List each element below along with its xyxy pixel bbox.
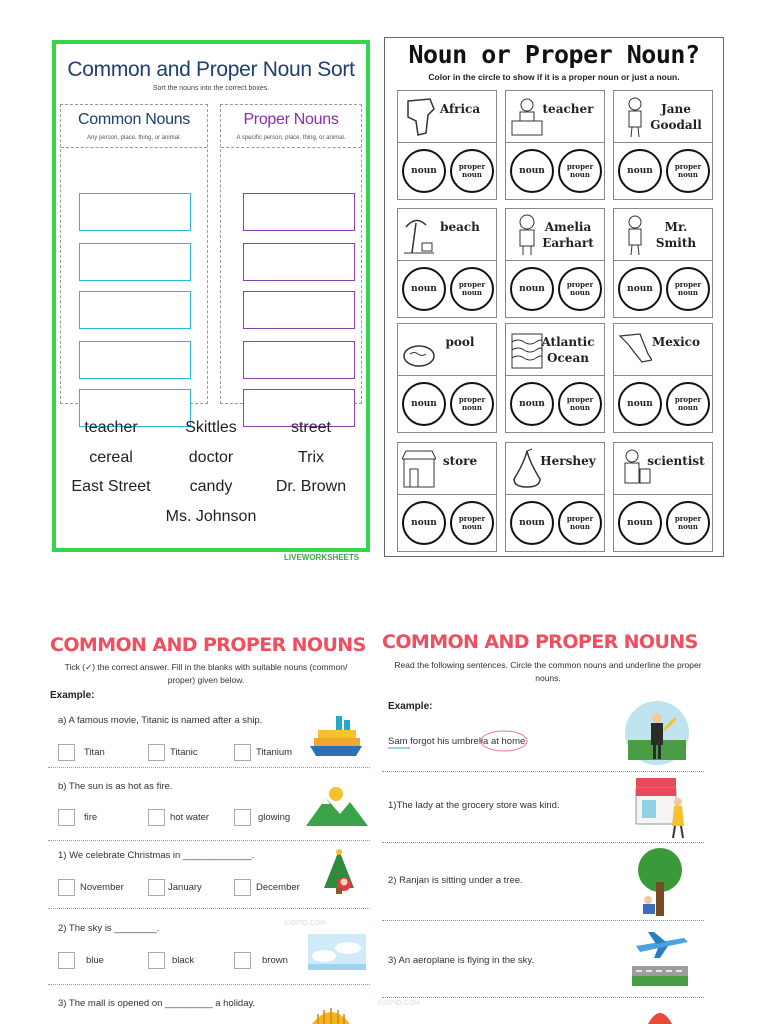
noun-card xyxy=(613,208,713,318)
tree-icon xyxy=(630,846,688,918)
option-label: fire xyxy=(84,812,98,823)
section-divider xyxy=(48,767,370,768)
proper-answer-box[interactable] xyxy=(243,243,355,281)
man-umbrella-icon xyxy=(624,700,690,766)
checkbox[interactable] xyxy=(234,952,251,969)
common-nouns-definition: Any person, place, thing, or animal. xyxy=(86,135,182,141)
option-label: glowing xyxy=(258,812,291,823)
card-word: Amelia Earhart xyxy=(542,220,594,250)
proper-noun-circle[interactable]: proper noun xyxy=(558,267,602,311)
question-text: 2) The sky is ________. xyxy=(58,923,160,934)
sentence-text: 1)The lady at the grocery store was kind. xyxy=(388,800,560,811)
column-divider xyxy=(221,147,361,148)
common-answer-box[interactable] xyxy=(79,193,191,231)
example-markup xyxy=(386,726,586,758)
word-bank-item[interactable]: Trix xyxy=(297,449,325,466)
checkbox[interactable] xyxy=(234,879,251,896)
card-word: teacher xyxy=(542,102,594,116)
noun-circle[interactable]: noun xyxy=(402,501,446,545)
option-label: November xyxy=(80,882,124,893)
proper-noun-circle[interactable]: proper noun xyxy=(450,501,494,545)
section-divider xyxy=(48,840,370,841)
card-picture-area xyxy=(398,209,496,261)
card-picture-area xyxy=(614,91,712,143)
noun-sort-worksheet xyxy=(52,40,370,552)
proper-noun-circle[interactable]: proper noun xyxy=(666,267,710,311)
question-text: 1) We celebrate Christmas in _____________. xyxy=(58,850,255,861)
noun-card xyxy=(613,323,713,433)
card-word: Mr. Smith xyxy=(655,220,697,250)
card-word: Jane Goodall xyxy=(650,102,702,132)
section-divider xyxy=(48,908,370,909)
section-divider xyxy=(382,771,704,772)
np-instruction: Color in the circle to show if it is a proper noun or just a noun. xyxy=(428,72,680,82)
noun-circle[interactable]: noun xyxy=(510,501,554,545)
proper-noun-circle[interactable]: proper noun xyxy=(558,149,602,193)
card-picture-area xyxy=(506,443,604,495)
option-label: December xyxy=(256,882,300,893)
word-bank-item[interactable]: Dr. Brown xyxy=(275,478,347,495)
worksheet-title: COMMON AND PROPER NOUNS xyxy=(382,631,698,653)
question-text: 3) The mall is opened on _________ a holiday. xyxy=(58,998,256,1009)
card-word: Africa xyxy=(439,102,481,116)
noun-circle[interactable]: noun xyxy=(402,267,446,311)
worksheet-instruction: Tick (✓) the correct answer. Fill in the blanks with suitable nouns (common/ proper) given below. xyxy=(64,662,348,685)
mall-icon xyxy=(310,1004,352,1024)
noun-or-proper-noun-worksheet xyxy=(384,37,724,557)
checkbox[interactable] xyxy=(148,744,165,761)
proper-nouns-heading: Proper Nouns xyxy=(243,111,339,128)
common-answer-box[interactable] xyxy=(79,341,191,379)
watermark: KIDPID.COM xyxy=(378,1000,420,1007)
noun-card xyxy=(397,208,497,318)
card-picture-area xyxy=(506,209,604,261)
noun-circle[interactable]: noun xyxy=(618,267,662,311)
card-picture-area xyxy=(506,324,604,376)
column-divider xyxy=(61,147,207,148)
word-bank-item[interactable]: cereal xyxy=(89,449,133,466)
word-bank-item[interactable]: East Street xyxy=(71,478,151,495)
checkbox[interactable] xyxy=(58,744,75,761)
card-word: beach xyxy=(440,220,480,234)
noun-card xyxy=(505,323,605,433)
common-answer-box[interactable] xyxy=(79,243,191,281)
common-nouns-heading: Common Nouns xyxy=(77,111,190,128)
card-word: Hershey xyxy=(540,454,596,468)
word-bank-item[interactable]: teacher xyxy=(84,419,138,436)
checkbox[interactable] xyxy=(148,952,165,969)
checkbox[interactable] xyxy=(58,879,75,896)
option-label: hot water xyxy=(170,812,210,823)
checkbox[interactable] xyxy=(234,744,251,761)
section-divider xyxy=(48,984,370,985)
noun-card xyxy=(505,208,605,318)
worksheet-instruction: Read the following sentences. Circle the common nouns and underline the proper nouns. xyxy=(394,660,702,683)
word-bank-item[interactable]: Skittles xyxy=(185,419,237,436)
checkbox[interactable] xyxy=(58,809,75,826)
proper-noun-circle[interactable]: proper noun xyxy=(666,501,710,545)
question-text: b) The sun is as hot as fire. xyxy=(58,781,173,792)
card-picture-area xyxy=(506,91,604,143)
np-title: Noun or Proper Noun? xyxy=(408,40,700,69)
noun-card xyxy=(613,90,713,200)
card-picture-area xyxy=(398,324,496,376)
sentence-text: 2) Ranjan is sitting under a tree. xyxy=(388,875,523,886)
example-label: Example: xyxy=(50,690,95,701)
option-label: blue xyxy=(86,955,104,966)
noun-card xyxy=(505,90,605,200)
proper-noun-circle[interactable]: proper noun xyxy=(666,382,710,426)
noun-circle[interactable]: noun xyxy=(510,267,554,311)
noun-circle[interactable]: noun xyxy=(510,382,554,426)
proper-nouns-column xyxy=(220,104,362,404)
card-word: Mexico xyxy=(652,335,700,349)
noun-circle[interactable]: noun xyxy=(510,149,554,193)
example-label: Example: xyxy=(388,701,433,712)
checkbox[interactable] xyxy=(58,952,75,969)
card-word: pool xyxy=(445,335,475,349)
noun-circle[interactable]: noun xyxy=(618,382,662,426)
option-label: Titan xyxy=(84,747,105,758)
card-picture-area xyxy=(614,209,712,261)
mountain-sun-icon xyxy=(306,784,368,828)
word-bank-item[interactable]: doctor xyxy=(188,449,234,466)
checkbox[interactable] xyxy=(148,809,165,826)
section-divider xyxy=(382,920,704,921)
sort-title: Common and Proper Noun Sort xyxy=(67,58,355,81)
liveworksheets-logo: LIVEWORKSHEETS xyxy=(284,553,360,562)
worksheet-title: COMMON AND PROPER NOUNS xyxy=(50,634,366,656)
option-label: January xyxy=(168,882,202,893)
proper-noun-circle[interactable]: proper noun xyxy=(450,149,494,193)
section-divider xyxy=(382,842,704,843)
option-label: Titanium xyxy=(256,747,293,758)
proper-noun-circle[interactable]: proper noun xyxy=(450,382,494,426)
partial-illustration xyxy=(640,1004,680,1024)
proper-noun-circle[interactable]: proper noun xyxy=(450,267,494,311)
common-answer-box[interactable] xyxy=(79,291,191,329)
noun-card xyxy=(397,90,497,200)
option-label: black xyxy=(172,955,195,966)
sentence-text: Sam forgot his umbrella at home. xyxy=(388,736,528,747)
option-label: Titanic xyxy=(170,747,198,758)
noun-circle[interactable]: noun xyxy=(402,149,446,193)
sky-icon xyxy=(308,934,366,970)
ship-icon xyxy=(308,712,364,760)
proper-noun-circle[interactable]: proper noun xyxy=(666,149,710,193)
common-nouns-column xyxy=(60,104,208,404)
checkbox[interactable] xyxy=(148,879,165,896)
proper-noun-circle[interactable]: proper noun xyxy=(558,501,602,545)
proper-noun-circle[interactable]: proper noun xyxy=(558,382,602,426)
noun-card xyxy=(397,323,497,433)
noun-card xyxy=(397,442,497,552)
noun-circle[interactable]: noun xyxy=(618,149,662,193)
sort-instruction: Sort the nouns into the correct boxes. xyxy=(152,85,270,92)
card-word: store xyxy=(442,454,478,468)
christmas-tree-icon xyxy=(320,848,358,898)
section-divider xyxy=(382,997,704,998)
checkbox[interactable] xyxy=(234,809,251,826)
proper-answer-box[interactable] xyxy=(243,193,355,231)
proper-answer-box[interactable] xyxy=(243,341,355,379)
word-bank-item[interactable]: Ms. Johnson xyxy=(165,508,257,525)
noun-circle[interactable]: noun xyxy=(618,501,662,545)
word-bank-item[interactable]: candy xyxy=(189,478,233,495)
sentence-text: 3) An aeroplane is flying in the sky. xyxy=(388,955,535,966)
noun-card xyxy=(613,442,713,552)
card-picture-area xyxy=(614,443,712,495)
card-word: Atlantic Ocean xyxy=(541,335,595,365)
noun-circle[interactable]: noun xyxy=(402,382,446,426)
word-bank-item[interactable]: street xyxy=(290,419,331,436)
card-picture-area xyxy=(614,324,712,376)
noun-card xyxy=(505,442,605,552)
card-picture-area xyxy=(398,443,496,495)
proper-answer-box[interactable] xyxy=(243,291,355,329)
card-word: scientist xyxy=(647,454,705,468)
aeroplane-icon xyxy=(630,928,690,990)
watermark: KIDPID.COM xyxy=(284,920,326,927)
option-label: brown xyxy=(262,955,288,966)
question-text: a) A famous movie, Titanic is named after a ship. xyxy=(58,715,263,726)
card-picture-area xyxy=(398,91,496,143)
proper-nouns-definition: A specific person, place, thing, or animal. xyxy=(236,135,346,141)
grocery-store-icon xyxy=(630,774,690,840)
